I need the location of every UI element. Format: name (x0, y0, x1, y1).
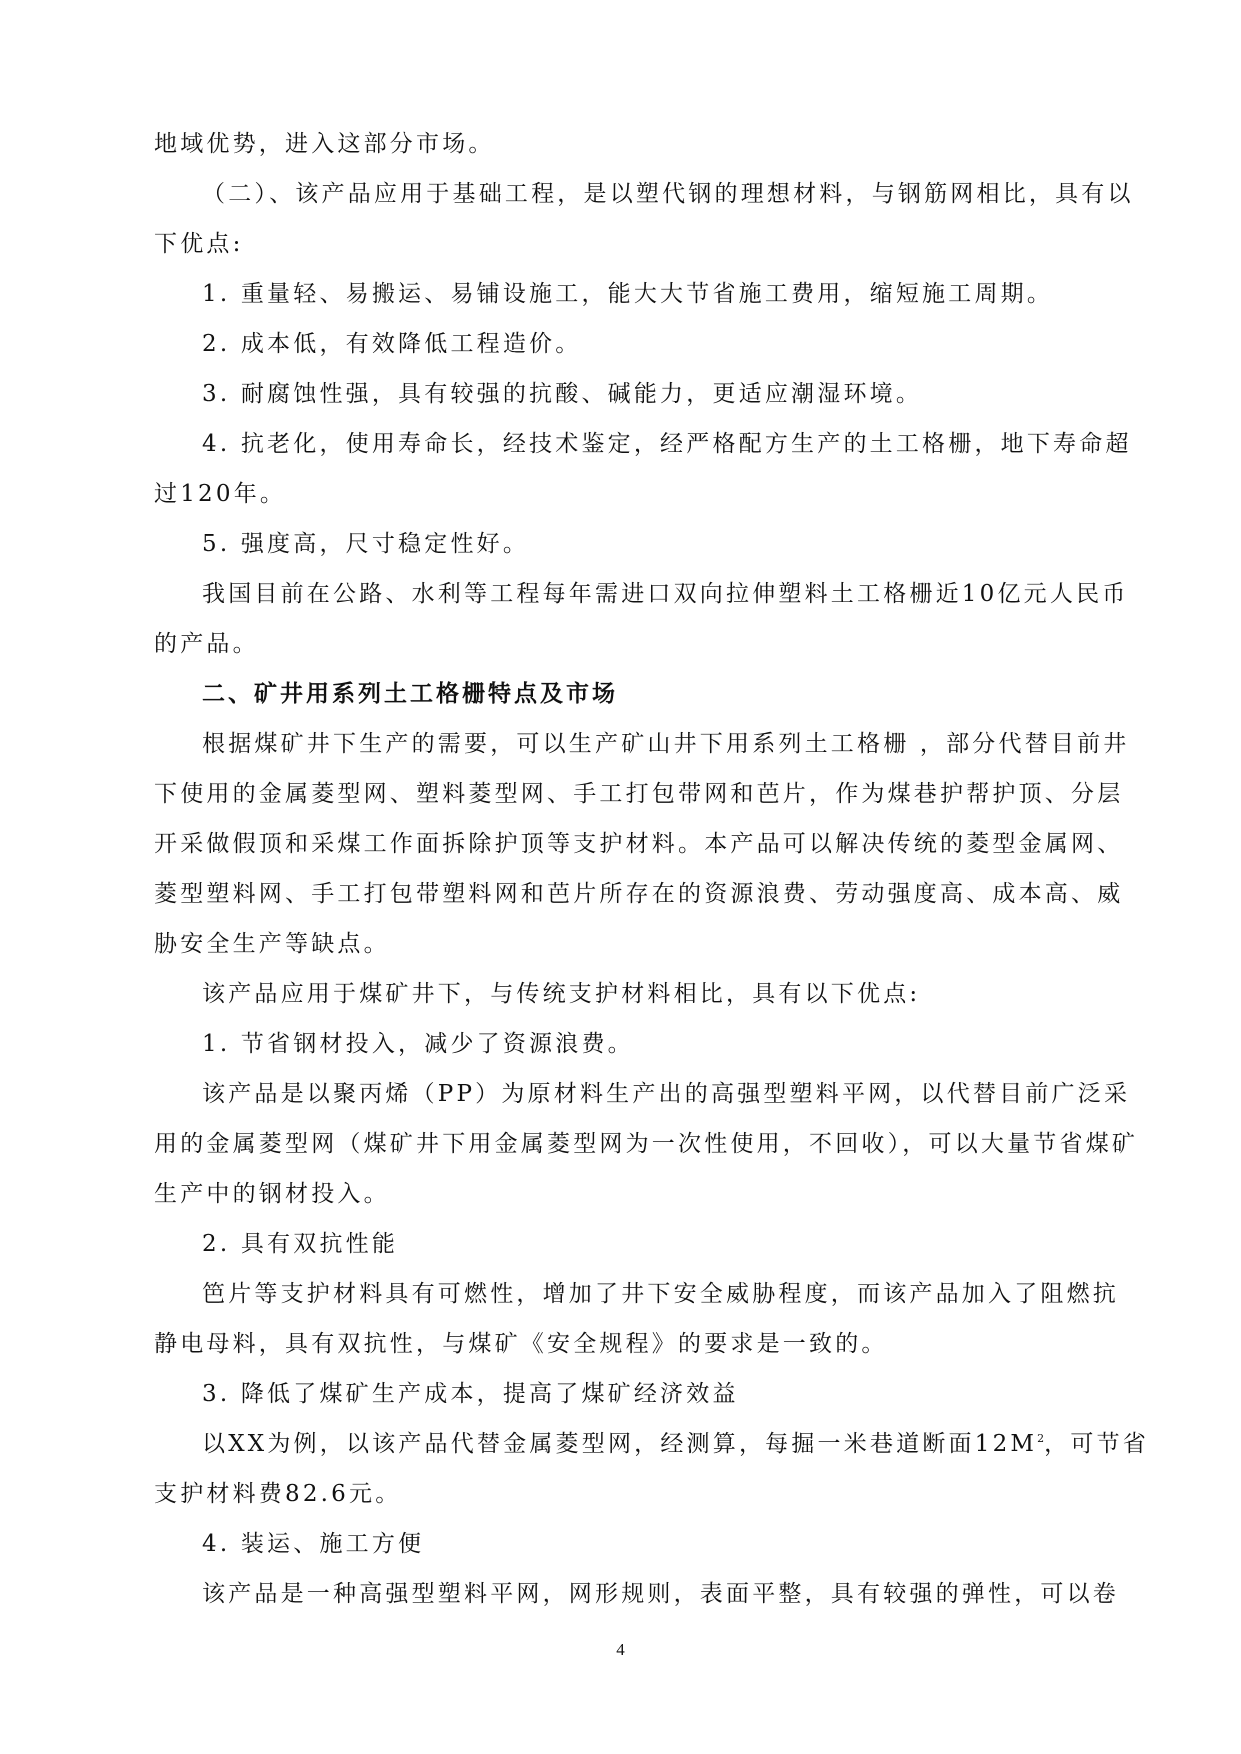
paragraph-line: 支护材料费82.6元。 (154, 1481, 402, 1507)
paragraph-line: 我国目前在公路、水利等工程每年需进口双向拉伸塑料土工格栅近10亿元人民币 (202, 581, 1129, 607)
list-item: 4. 装运、施工方便 (202, 1531, 425, 1557)
paragraph-line: 下使用的金属菱型网、塑料菱型网、手工打包带网和芭片，作为煤巷护帮护顶、分层 (154, 781, 1124, 807)
section-heading: 二、矿井用系列土工格栅特点及市场 (202, 681, 618, 707)
paragraph-line: 下优点: (154, 231, 244, 257)
paragraph-line: 生产中的钢材投入。 (154, 1181, 390, 1207)
paragraph-line (202, 1429, 1149, 1459)
superscript: 2 (1037, 1432, 1045, 1445)
paragraph-line: 该产品是以聚丙烯（PP）为原材料生产出的高强型塑料平网，以代替目前广泛采 (202, 1081, 1131, 1107)
list-item: 2. 成本低，有效降低工程造价。 (202, 331, 582, 357)
paragraph-line: （二）、该产品应用于基础工程，是以塑代钢的理想材料，与钢筋网相比，具有以 (202, 181, 1134, 207)
paragraph-line: 地域优势，进入这部分市场。 (154, 131, 495, 157)
paragraph-line: 笆片等支护材料具有可燃性，增加了井下安全威胁程度，而该产品加入了阻燃抗 (202, 1281, 1119, 1307)
paragraph-line: 用的金属菱型网（煤矿井下用金属菱型网为一次性使用，不回收），可以大量节省煤矿 (154, 1131, 1139, 1157)
list-item: 2. 具有双抗性能 (202, 1231, 399, 1257)
paragraph-line: 该产品应用于煤矿井下，与传统支护材料相比，具有以下优点: (202, 981, 921, 1007)
paragraph-line: 胁安全生产等缺点。 (154, 931, 390, 957)
paragraph-line: 该产品是一种高强型塑料平网，网形规则，表面平整，具有较强的弹性，可以卷 (202, 1581, 1119, 1607)
list-item-continuation: 过120年。 (154, 481, 287, 507)
page-number: 4 (616, 1640, 625, 1659)
paragraph-line: 的产品。 (154, 631, 259, 657)
list-item: 3. 降低了煤矿生产成本，提高了煤矿经济效益 (202, 1381, 739, 1407)
list-item: 3. 耐腐蚀性强，具有较强的抗酸、碱能力，更适应潮湿环境。 (202, 381, 923, 407)
list-item: 1. 节省钢材投入，减少了资源浪费。 (202, 1031, 634, 1057)
paragraph-line: 开采做假顶和采煤工作面拆除护顶等支护材料。本产品可以解决传统的菱型金属网、 (154, 831, 1124, 857)
list-item: 4. 抗老化，使用寿命长，经技术鉴定，经严格配方生产的土工格栅，地下寿命超 (202, 431, 1132, 457)
list-item: 1. 重量轻、易搬运、易铺设施工，能大大节省施工费用，缩短施工周期。 (202, 281, 1054, 307)
list-item: 5. 强度高，尺寸稳定性好。 (202, 531, 530, 557)
paragraph-line: 根据煤矿井下生产的需要，可以生产矿山井下用系列土工格栅 ，部分代替目前井 (202, 731, 1130, 757)
paragraph-line: 静电母料，具有双抗性，与煤矿《安全规程》的要求是一致的。 (154, 1331, 888, 1357)
paragraph-text: 以XX为例，以该产品代替金属菱型网，经测算，每掘一米巷道断面12M (202, 1431, 1038, 1457)
paragraph-text: ，可节省 (1044, 1431, 1149, 1457)
paragraph-line: 菱型塑料网、手工打包带塑料网和芭片所存在的资源浪费、劳动强度高、成本高、威 (154, 881, 1124, 907)
